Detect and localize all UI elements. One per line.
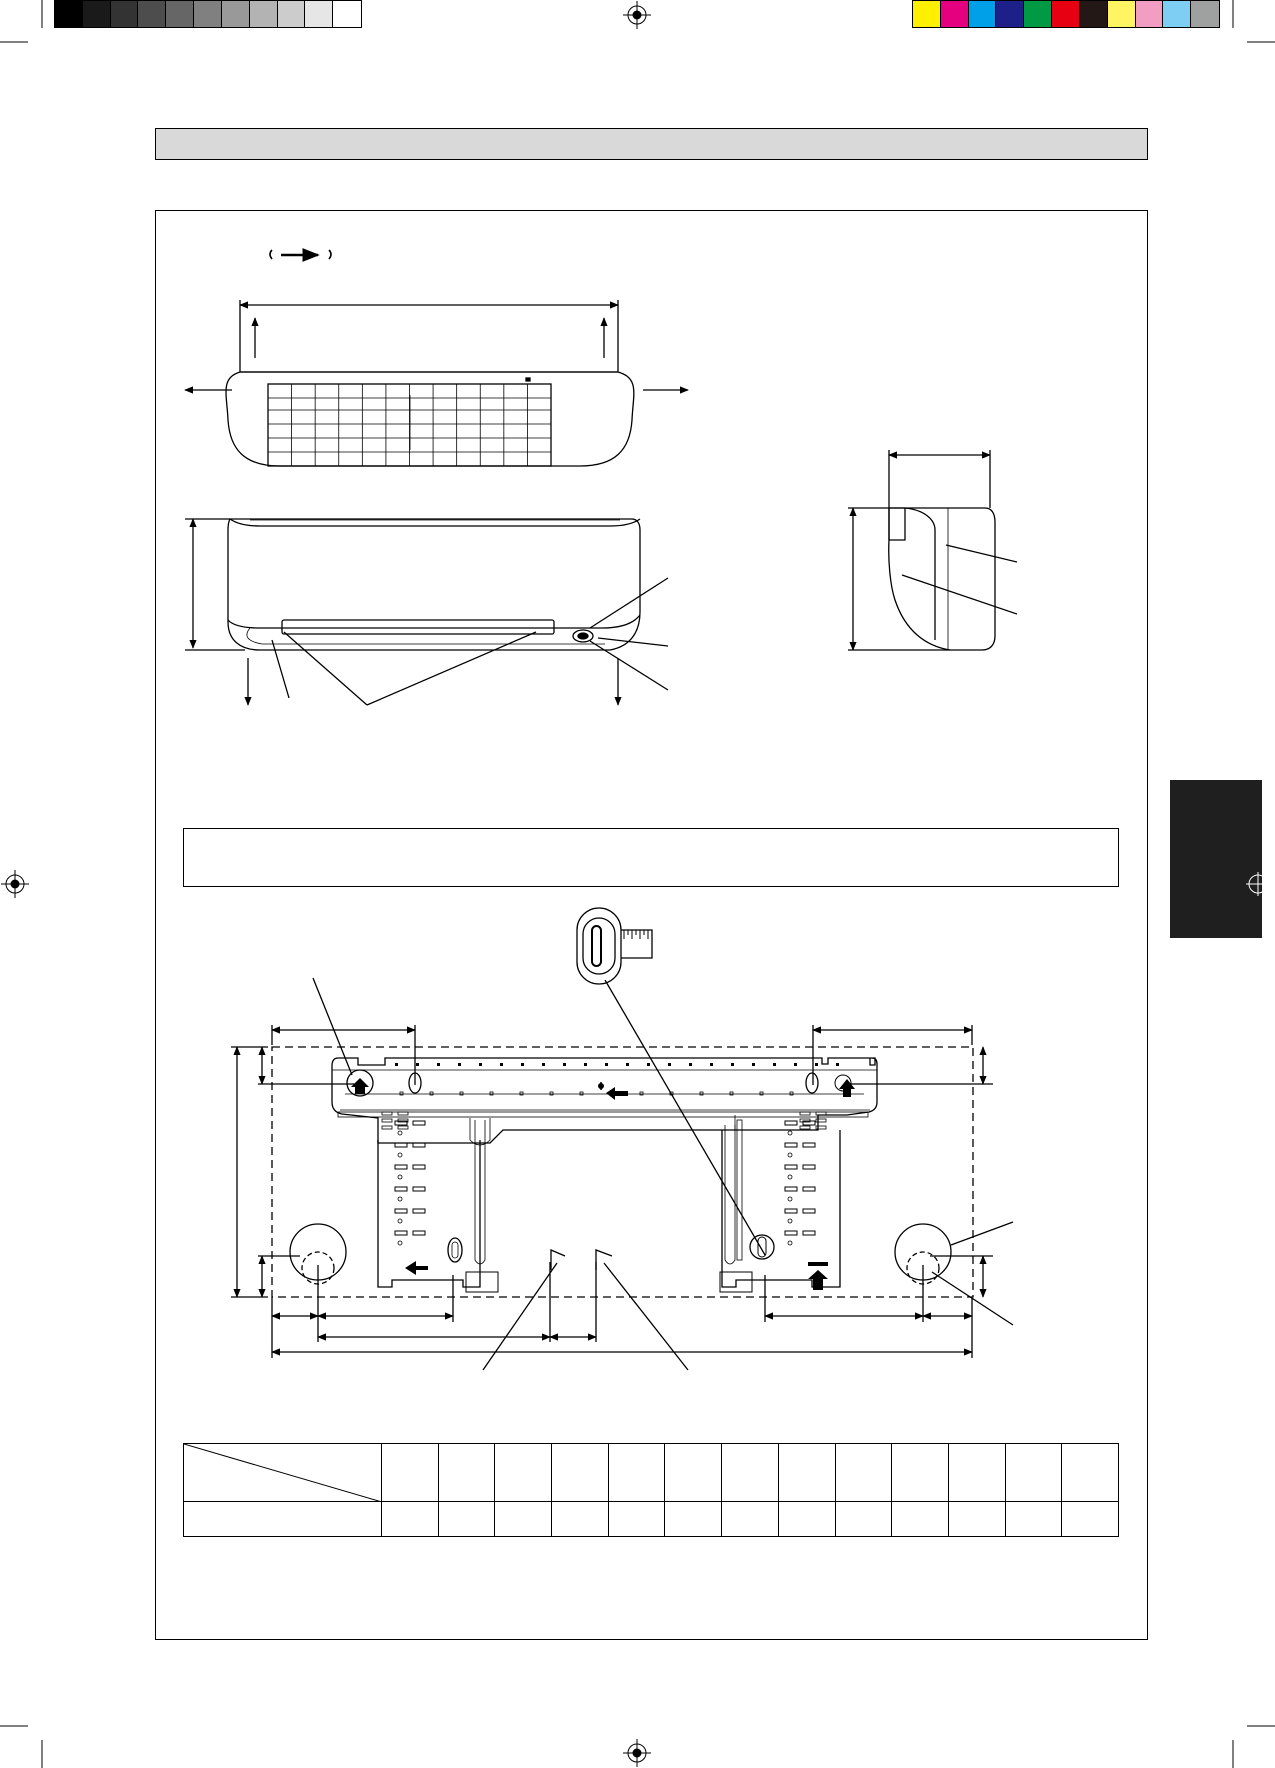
unit-front-view — [185, 519, 668, 705]
level-mark — [551, 1250, 565, 1270]
leader-line — [902, 575, 1017, 614]
mounting-plate-drawing — [231, 978, 1013, 1370]
leader-line — [272, 640, 289, 698]
unit-side-view — [848, 450, 1017, 650]
leader-line — [367, 632, 536, 705]
leader-line — [590, 641, 668, 690]
registration-target-icon — [623, 1739, 651, 1767]
leader-line — [590, 578, 668, 628]
level-mark — [596, 1250, 612, 1270]
arrow-up-icon — [808, 1262, 828, 1290]
arrow-up-icon — [351, 1078, 369, 1094]
leader-line — [951, 1222, 1013, 1245]
legend-arrow — [270, 250, 331, 259]
registration-target-icon — [1246, 872, 1270, 896]
leader-line — [284, 632, 367, 705]
leader-line — [946, 545, 1017, 562]
leader-line — [604, 1263, 688, 1370]
leader-line — [605, 980, 765, 1255]
arrow-left-icon — [405, 1261, 428, 1275]
plate-top-rail — [332, 1058, 877, 1143]
leader-line — [483, 1263, 557, 1370]
registration-target-icon — [623, 1, 651, 29]
air-outlet-louver — [282, 620, 554, 634]
leader-line — [598, 638, 668, 646]
arrow-left-icon — [598, 1082, 628, 1100]
registration-target-icon — [1, 870, 29, 898]
unit-top-view — [185, 300, 688, 466]
